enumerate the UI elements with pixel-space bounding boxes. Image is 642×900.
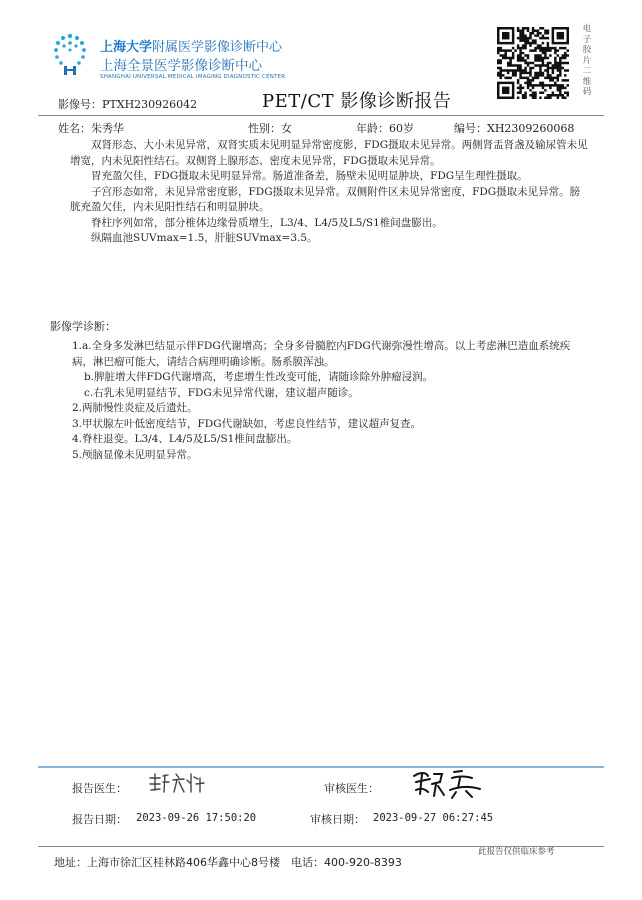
diagnosis-item: 1.a.全身多发淋巴结显示伴FDG代谢增高；全身多骨髓腔内FDG代谢弥漫性增高。以上考虑淋巴造血系统疾病，淋巴瘤可能大，请结合病理明确诊断。肠系膜浑浊。: [72, 340, 571, 368]
diagnosis-section: [72, 339, 588, 463]
qr-caption-char: 胶: [582, 45, 592, 55]
imaging-number: 影像号：PTXH230926042: [58, 98, 198, 111]
university-name: 上海大学: [100, 40, 153, 55]
center-name-english: SHANGHAI UNIVERSAL MEDICAL IMAGING DIAGNOSTIC CENTER: [100, 74, 286, 80]
qr-caption-char: 片: [582, 55, 592, 66]
diagnosis-item: b.脾脏增大伴FDG代谢增高，考虑增生性改变可能，请随诊除外肿瘤浸润。: [84, 371, 434, 383]
footer-divider: [38, 846, 604, 847]
qr-caption-char: 二: [582, 66, 592, 76]
patient-name: 姓名：朱秀华: [58, 122, 124, 135]
finding-paragraph: 双肾形态、大小未见异常，双肾实质未见明显异常密度影，FDG摄取未见异常。两侧肾盂肾盏及输尿管未见增宽，内未见阳性结石。双侧肾上腺形态、密度未见异常，FDG摄取未见异常。: [70, 139, 588, 167]
reviewer-signature: [408, 766, 488, 800]
qr-finder-pattern: [497, 27, 514, 44]
diagnosis-item: 4.脊柱退变。L3/4、L4/5及L5/S1椎间盘膨出。: [72, 433, 298, 445]
diagnosis-item: 5.颅脑显像未见明显异常。: [72, 448, 198, 461]
diagnosis-item: 3.甲状腺左叶低密度结节，FDG代谢缺如，考虑良性结节，建议超声复查。: [72, 417, 422, 430]
review-date-label: 审核日期：: [310, 813, 365, 826]
qr-caption-char: 电: [582, 24, 592, 34]
findings-section: [70, 138, 590, 247]
electronic-film-qr-code[interactable]: [497, 27, 569, 99]
finding-paragraph: 子宫形态如常，未见异常密度影，FDG摄取未见异常。双侧附件区未见异常密度，FDG摄取未见异常。膀胱充盈欠佳，内未见阳性结石和明显肿块。: [70, 185, 581, 213]
center-logo-mark: [50, 32, 90, 76]
diagnosis-item: 2.两肺慢性炎症及后遗灶。: [72, 402, 198, 414]
report-date: 2023-09-26 17:50:20: [136, 812, 257, 824]
center-name: 上海全景医学影像诊断中心: [100, 58, 262, 74]
finding-paragraph: 纵隔血池SUVmax=1.5，肝脏SUVmax=3.5。: [91, 232, 318, 244]
diagnosis-item: c.右乳未见明显结节，FDG未见异常代谢，建议超声随诊。: [84, 386, 359, 399]
review-date: 2023-09-27 06:27:45: [373, 812, 494, 824]
signature-divider: [38, 766, 604, 768]
center-address: 地址：上海市徐汇区桂林路406华鑫中心8号楼 电话：400-920-8393: [54, 856, 402, 869]
qr-finder-pattern: [497, 82, 514, 99]
qr-finder-pattern: [552, 27, 569, 44]
reporter-signature: [146, 770, 216, 796]
patient-number: 编号：XH2309260068: [454, 122, 575, 135]
qr-caption-char: 维: [582, 76, 592, 87]
university-affiliation: [100, 36, 282, 55]
affiliate-center-name: 附属医学影像诊断中心: [152, 40, 283, 55]
qr-caption: [581, 24, 593, 98]
header-divider: [38, 115, 604, 116]
reporter-label: 报告医生：: [72, 782, 127, 795]
finding-paragraph: 脊柱序列如常，部分椎体边缘骨质增生，L3/4、L4/5及L5/S1椎间盘膨出。: [91, 216, 443, 229]
finding-paragraph: 胃充盈欠佳，FDG摄取未见明显异常。肠道准备差，肠壁未见明显肿块，FDG呈生理性摄取。: [91, 170, 528, 182]
clinical-disclaimer: 此报告仅供临床参考: [478, 847, 555, 857]
patient-age: 年龄：60岁: [356, 122, 414, 135]
qr-caption-char: 子: [582, 34, 592, 45]
qr-caption-char: 码: [582, 87, 592, 97]
patient-gender: 性别：女: [248, 122, 292, 135]
reviewer-label: 审核医生：: [324, 782, 379, 795]
report-title: PET/CT 影像诊断报告: [262, 91, 452, 112]
diagnosis-heading: 影像学诊断：: [50, 320, 116, 333]
report-date-label: 报告日期：: [72, 813, 127, 826]
